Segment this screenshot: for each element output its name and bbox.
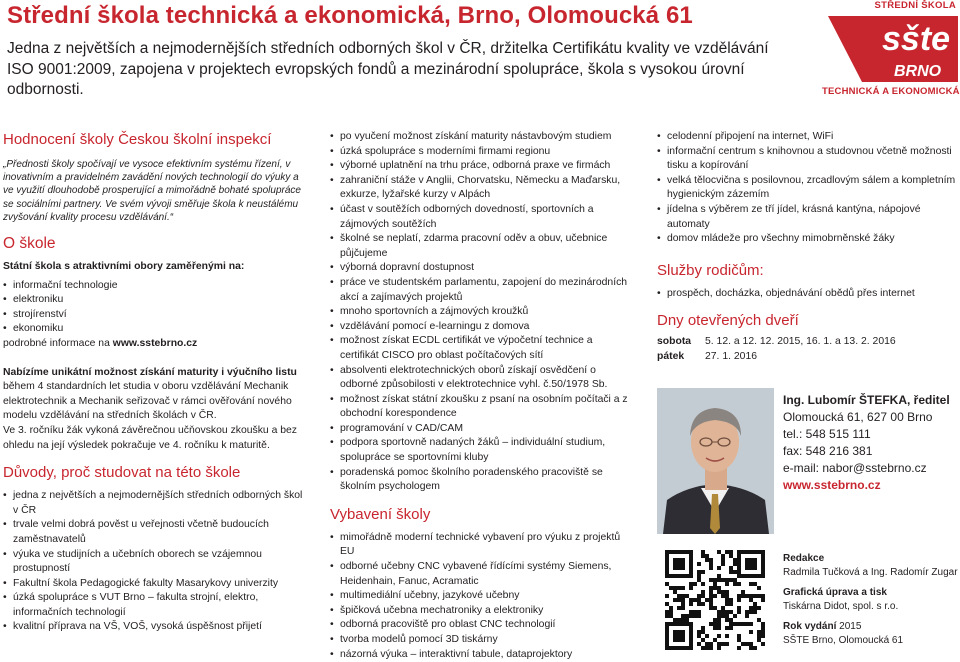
qr-code[interactable] [657,548,774,653]
credit-year [783,620,960,648]
school-logo [816,0,960,100]
list-item: • úzká spolupráce s VUT Brno – fakulta strojní, elektro, informačních technologií [3,591,303,620]
list-item: • účast v soutěžích odborných dovedností, sportovních a zájmových soutěžích [330,203,630,232]
list-item: • trvale velmi dobrá pověst u veřejnosti včetně budoucích zaměstnavatelů [3,518,303,547]
credit-label: Redakce [783,553,825,564]
open-days-heading: Dny otevřených dveří [657,312,799,330]
parents-list [657,287,957,302]
list-item: • ekonomiku [3,322,303,337]
list-item: • kvalitní příprava na VŠ, VOŠ, vysoká úspěšnost přijetí [3,620,303,635]
list-item: • domov mládeže pro všechny mimobrněnské žáky [657,232,957,247]
website-link[interactable]: www.sstebrno.cz [112,337,198,349]
list-item: • výborná dopravní dostupnost [330,261,630,276]
unique-offer-text: během 4 standardních let studia v oboru vzdělávání Mechanik elektrotechnik a Mechanik seřizovač v rámci ověřování nového modelu vzdělávání na středních školách v ČR. [3,381,292,422]
credit-value: Tiskárna Didot, spol. s r.o. [783,601,899,612]
list-item: • programování v CAD/CAM [330,422,630,437]
reasons-list-cont [330,130,630,495]
list-item: • jedna z největších a nejmodernějších středních odborných škol v ČR [3,489,303,518]
list-item: • špičková učebna mechatroniky a elektroniky [330,604,630,619]
list-item: • mnoho sportovních a zájmových kroužků [330,305,630,320]
list-item: • práce ve studentském parlamentu, zapojení do mezinárodních akcí a zajímavých projektů [330,276,630,305]
equipment-list-cont [657,130,957,247]
parents-heading: Služby rodičům: [657,261,764,279]
list-item: • odborné učebny CNC vybavené řídícími systémy Siemens, Heidenhain, Fanuc, Acramatic [330,560,630,589]
list-item: • podpora sportovně nadaných žáků – individuální studium, spolupráce se sportovními kluby [330,436,630,465]
about-heading: O škole [3,235,56,253]
list-item: • názorná výuka – interaktivní tabule, dataprojektory [330,648,630,662]
list-item: • výborné uplatnění na trhu práce, odborná praxe ve firmách [330,159,630,174]
fields-intro: Státní škola s atraktivními obory zaměřenými na: [3,261,245,273]
column-left [3,130,303,635]
list-item: • mimořádně moderní technické vybavení pro výuku z projektů EU [330,531,630,560]
list-item: • výuka ve studijních a učebních oborech se vzájemnou prostupností [3,548,303,577]
open-day-label: sobota [657,336,692,348]
director-name: Ing. Lubomír ŠTEFKA, ředitel [783,393,950,407]
credit-label: Grafická úprava a tisk [783,587,887,598]
reasons-heading: Důvody, proč studovat na této škole [3,464,241,482]
logo-mark [822,12,958,86]
list-item: • možnost získat ECDL certifikát ve výpočetní technice a certifikát CISCO pro oblast počítačových sítí [330,334,630,363]
unique-offer-text-2: Ve 3. ročníku žák vykoná závěrečnou učňovskou zkoušku a bez ohledu na její výsledek pokračuje ve 4. ročníku k maturitě. [3,424,297,451]
qr-code-icon [657,548,774,653]
list-item: • jídelna s výběrem ze tří jídel, krásná kantýna, nápojové automaty [657,203,957,232]
open-day-dates: 5. 12. a 12. 12. 2015, 16. 1. a 13. 2. 2016 [705,336,896,348]
director-block [657,388,957,538]
list-item: • strojírenství [3,308,303,323]
column-right [657,130,957,365]
list-item: • elektroniku [3,293,303,308]
credit-design [783,586,960,614]
column-middle [330,130,630,662]
list-item: • absolventi elektrotechnických oborů získají osvědčení o odborné způsobilosti v elektrotechnice vyhl. č.50/1978 Sb. [330,364,630,393]
logo-city-text: BRNO [894,63,942,80]
list-item: • poradenská pomoc školního poradenského pracoviště se školním psychologem [330,466,630,495]
list-item: • velká tělocvična s posilovnou, zrcadlovým sálem a kompletním hygienickým zázemím [657,174,957,203]
logo-top-text: STŘEDNÍ ŠKOLA [874,0,956,11]
credit-label: Rok vydání [783,621,837,632]
logo-main-text: sšte [882,20,951,58]
director-contact [783,392,950,494]
equipment-heading: Vybavení školy [330,505,431,523]
credit-editor [783,552,960,580]
list-item: • po vyučení možnost získání maturity nástavbovým studiem [330,130,630,145]
open-days-table [657,335,957,364]
inspection-heading: Hodnocení školy Českou školní inspekcí [3,131,272,148]
credit-value: 2015 [836,621,862,632]
list-item: • možnost získat státní zkoušku z psaní na osobním počítači a z obchodní korespondence [330,393,630,422]
credits-block [783,552,960,654]
list-item: • informační technologie [3,279,303,294]
list-item: • multimediální učebny, jazykové učebny [330,589,630,604]
list-item: • informační centrum s knihovnou a studovnou včetně možnosti tisku a kopírování [657,145,957,174]
more-info-text: podrobné informace na [3,337,113,349]
unique-offer-heading: Nabízíme unikátní možnost získání maturity i výučního listu [3,366,297,378]
open-day-label: pátek [657,350,685,362]
list-item: • celodenní připojení na internet, WiFi [657,130,957,145]
phone: tel.: 548 515 111 [783,427,871,441]
fax: fax: 548 216 381 [783,444,873,458]
more-info [3,337,303,352]
open-day-row [657,350,957,365]
credit-publisher: SŠTE Brno, Olomoucká 61 [783,635,904,646]
list-item: • úzká spolupráce s moderními firmami regionu [330,145,630,160]
credit-value: Radmila Tučková a Ing. Radomír Zugar [783,567,958,578]
email[interactable]: e-mail: nabor@sstebrno.cz [783,461,927,475]
open-day-row [657,335,957,350]
open-day-dates: 27. 1. 2016 [705,350,757,362]
portrait-illustration [657,388,774,534]
equipment-list [330,531,630,662]
list-item: • prospěch, docházka, objednávání obědů přes internet [657,287,957,302]
reasons-list [3,489,303,635]
website-link[interactable]: www.sstebrno.cz [783,478,881,492]
list-item: • tvorba modelů pomocí 3D tiskárny [330,633,630,648]
inspection-quote: „Přednosti školy spočívají ve vysoce efektivním systému řízení, v inovativním a pravidelném zavádění nových technologií do výuky a ve využití dlouhodobě prosperující a mimořádně bohaté spolupráce se sociálními partnery. Ve svém vývoji směřuje škola k neustálému zvyšování kvality procesu vzdělávání.“ [3,159,301,223]
page-subtitle: Jedna z největších a nejmodernějších středních odborných škol v ČR, držitelka Certifikátu kvality ve vzdělávání ISO 9001:2009, zapojena v projektech evropských fondů a mezinárodní spolupráce, škola s vysokou úrovní odbornosti. [7,40,769,98]
logo-bottom-text: TECHNICKÁ A EKONOMICKÁ [822,86,960,97]
list-item: • vzdělávání pomocí e-learningu z domova [330,320,630,335]
page-title: Střední škola technická a ekonomická, Brno, Olomoucká 61 [7,2,693,29]
list-item: • školné se neplatí, zdarma pracovní oděv a obuv, učebnice půjčujeme [330,232,630,261]
director-photo [657,388,774,534]
list-item: • zahraniční stáže v Anglii, Chorvatsku, Německu a Maďarsku, exkurze, lyžařské kurzy v Alpách [330,174,630,203]
list-item: • Fakultní škola Pedagogické fakulty Masarykovy univerzity [3,577,303,592]
school-address: Olomoucká 61, 627 00 Brno [783,410,933,424]
list-item: • odborná pracoviště pro oblast CNC technologií [330,618,630,633]
fields-list [3,279,303,337]
